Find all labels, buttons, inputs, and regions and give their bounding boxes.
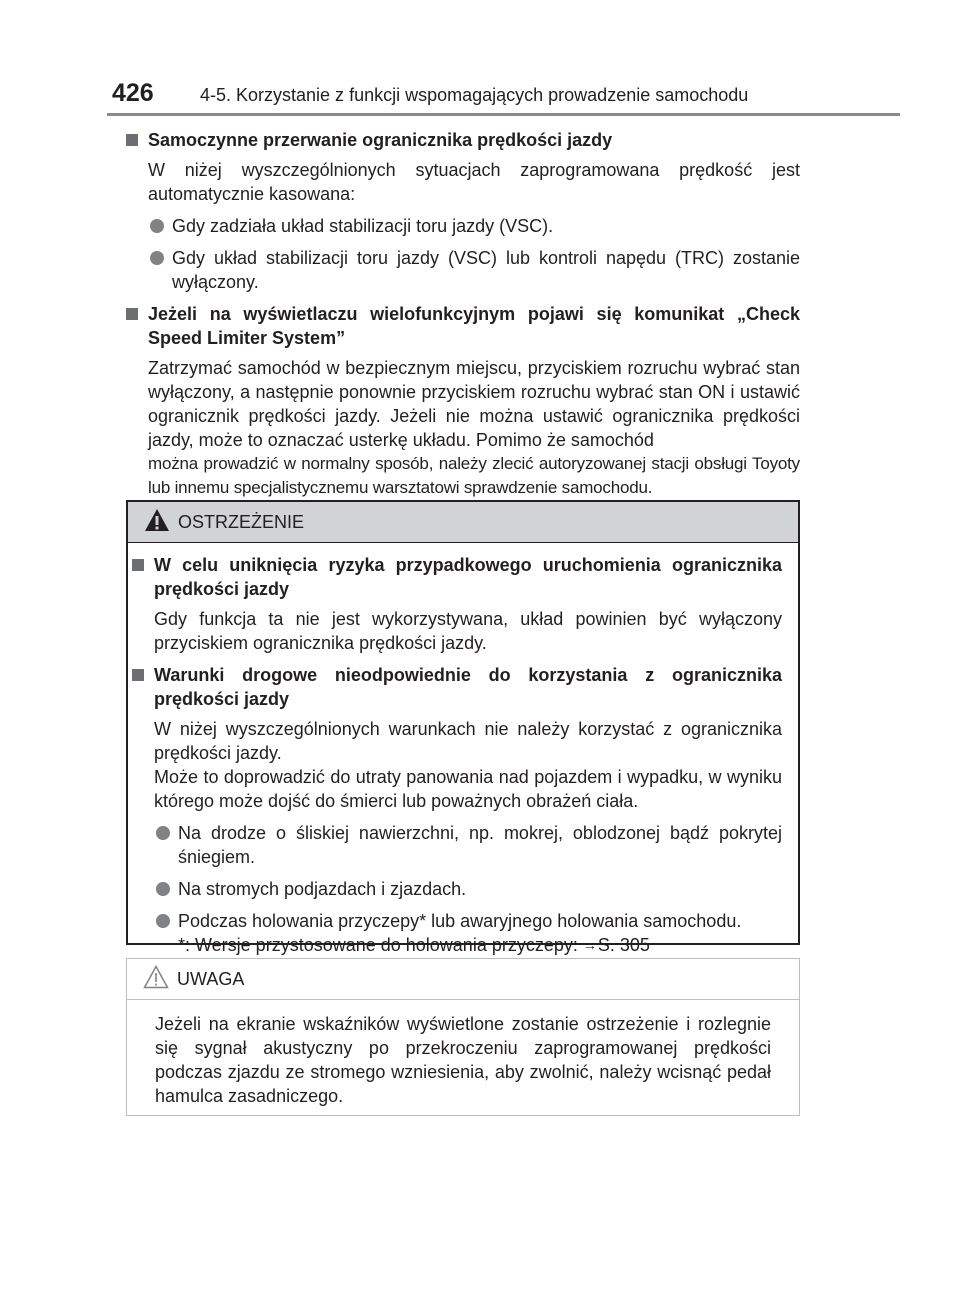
list-item-text: Na stromych podjazdach i zjazdach. (178, 879, 467, 899)
circle-bullet-icon (156, 914, 170, 928)
square-bullet-icon (126, 308, 138, 320)
section-body: Może to doprowadzić do utraty panowania nad pojazdem i wypadku, w wyniku którego może dojść do śmierci lub poważnych obrażeń ciała. (154, 767, 782, 811)
list-item-text: Podczas holowania przyczepy* lub awaryjnego holowania samochodu. (178, 911, 742, 931)
circle-bullet-icon (156, 826, 170, 840)
list-item (126, 214, 800, 238)
warning-triangle-icon (144, 508, 170, 532)
section-title-text: Warunki drogowe nieodpowiednie do korzystania z ogranicznika prędkości jazdy (154, 665, 782, 709)
notice-box (126, 958, 800, 1116)
header-rule (107, 113, 900, 116)
section-intro: W niżej wyszczególnionych sytuacjach zaprogramowana prędkość jest automatycznie kasowana: (148, 160, 800, 204)
section-body: W niżej wyszczególnionych warunkach nie należy korzystać z ogranicznika prędkości jazdy. (154, 719, 782, 763)
section-title (126, 128, 800, 152)
section-title (126, 302, 800, 350)
warning-body (128, 543, 798, 957)
notice-body: Jeżeli na ekranie wskaźników wyświetlone zostanie ostrzeżenie i rozlegnie się sygnał akustyczny po przekroczeniu zaprogramowanej prędkości podczas zjazdu ze stromego wzniesienia, aby zwolnić, należy wcisnąć pedał hamulca zasadniczego. (155, 1014, 771, 1106)
section-title-text: Samoczynne przerwanie ogranicznika prędkości jazdy (148, 130, 613, 150)
list-item (132, 909, 782, 933)
square-bullet-icon (132, 669, 144, 681)
list-item-text: Na drodze o śliskiej nawierzchni, np. mokrej, oblodzonej bądź pokrytej śniegiem. (178, 823, 782, 867)
section-title (132, 553, 782, 601)
notice-header (127, 959, 799, 1000)
page-number: 426 (112, 79, 154, 107)
square-bullet-icon (132, 559, 144, 571)
list-item-text: Gdy układ stabilizacji toru jazdy (VSC) lub kontroli napędu (TRC) zostanie wyłączony. (172, 248, 800, 292)
footnote-text: *: Wersje przystosowane do holowania przyczepy: (178, 935, 583, 955)
circle-bullet-icon (156, 882, 170, 896)
page-reference-link[interactable]: S. 305 (597, 935, 650, 955)
footnote (132, 933, 782, 957)
section-title-text: W celu uniknięcia ryzyka przypadkowego uruchomienia ogranicznika prędkości jazdy (154, 555, 782, 599)
page-header (0, 0, 960, 118)
section-title-text: Jeżeli na wyświetlaczu wielofunkcyjnym pojawi się komunikat „Check Speed Limiter System” (148, 304, 800, 348)
warning-box (126, 500, 800, 955)
circle-bullet-icon (150, 251, 164, 265)
square-bullet-icon (126, 134, 138, 146)
list-item (126, 246, 800, 294)
chapter-title: 4-5. Korzystanie z funkcji wspomagających prowadzenie samochodu (200, 85, 749, 105)
warning-label: OSTRZEŻENIE (178, 512, 305, 532)
list-item-text: Gdy zadziała układ stabilizacji toru jazdy (VSC). (172, 216, 554, 236)
section-body: Zatrzymać samochód w bezpiecznym miejscu, przyciskiem rozruchu wybrać stan wyłączony, a następnie ponownie przyciskiem rozruchu wybrać stan ON i ustawić ogranicznik prędkości jazdy. Jeżeli nie można ustawić ogranicznika prędkości jazdy, może to oznaczać usterkę układu. Pomimo że samochód (148, 358, 800, 450)
warning-header (128, 502, 798, 543)
main-content (126, 124, 800, 508)
arrow-right-icon: → (582, 937, 597, 953)
notice-label: UWAGA (177, 969, 245, 989)
section-title (132, 663, 782, 711)
caution-triangle-icon (143, 965, 169, 989)
section-body: Gdy funkcja ta nie jest wykorzystywana, układ powinien być wyłączony przyciskiem ogranicznika prędkości jazdy. (154, 609, 782, 653)
circle-bullet-icon (150, 219, 164, 233)
list-item (132, 821, 782, 869)
section-body: można prowadzić w normalny sposób, należy zlecić autoryzowanej stacji obsługi Toyoty lub innemu specjalistycznemu warsztatowi sprawdzenie samochodu. (148, 454, 800, 497)
list-item (132, 877, 782, 901)
